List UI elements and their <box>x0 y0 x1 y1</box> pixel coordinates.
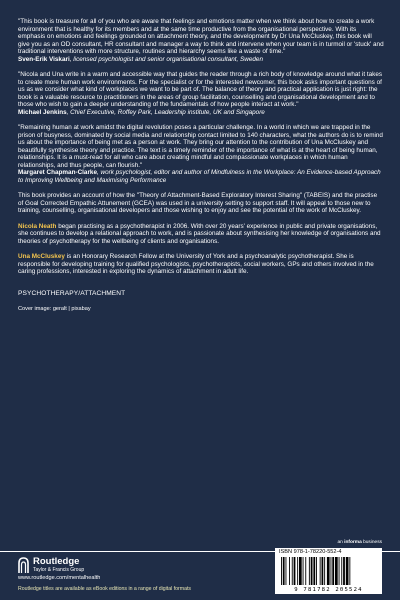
barcode-bar <box>320 557 321 585</box>
description-text: This book provides an account of how the "Theory of Attachment-Based Exploratory Interest Sharing" (TABEIS) and the practise of Goal Corrected Empathic Attunement (GCEA) was used in a university setting to support staff. It will appeal to those new to training, counselling, organisational developers and those wishing to enjoy and see the potential of the work of McCluskey. <box>18 192 378 214</box>
quote-role: , licensed psychologist and senior organisational consultant, Sweden <box>69 55 263 63</box>
cover-image-credit: Cover image: geralt | pixabay <box>18 306 91 312</box>
barcode-bar <box>316 557 317 585</box>
publisher-group: Taylor & Francis Group <box>33 567 85 573</box>
bio-paragraph <box>18 223 384 246</box>
barcode-bar <box>343 557 345 585</box>
quote-role: , work psychologist, editor and author of Mindfulness in the Workplace: An Evidence-based Approach to Improving Wellbeing and Maximising Performance <box>18 169 381 184</box>
publisher-url: www.routledge.com/mentalhealth <box>18 575 101 581</box>
quote-attribution <box>18 56 384 64</box>
barcode-bar <box>332 557 334 585</box>
quote-attribution <box>18 169 384 184</box>
barcode-bar <box>335 557 338 585</box>
publisher-logo <box>18 557 84 574</box>
quote-1 <box>18 18 384 63</box>
barcode-bar <box>297 557 298 585</box>
quote-2 <box>18 71 384 116</box>
barcode-bar <box>331 557 332 585</box>
quote-attribution <box>18 109 384 117</box>
barcode-bar <box>339 557 340 585</box>
informa-business-label: an informa business <box>337 540 382 545</box>
barcode <box>275 556 382 594</box>
barcode-bar <box>286 557 287 585</box>
quote-text: "This book is treasure for all of you who are aware that feelings and emotions matter when we think about how to create a work environment that is healthy for its members and at the same time productive from the organisational perspective. With its emphasis on emotions and feelings grounded on attachment theory, and the development by Dr Una McCluskey, this book will give you as an OD consultant, HR consultant and manager a way to think and intervene when your team is in turmoil or 'stuck' and traditional interventions with more structure, routines and hierarchy seems like a waste of time." <box>18 18 384 55</box>
quote-author: Sven-Erik Viskari <box>18 55 70 63</box>
ebook-note: Routledge titles are available as eBook editions in a range of digital formats <box>18 586 192 592</box>
barcode-bar <box>305 557 306 585</box>
barcode-bars-icon <box>279 557 378 585</box>
bio-text: is an Honorary Research Fellow at the University of York and a psychoanalytic psychotherapist. She is responsible for developing training for qualified psychologists, psychotherapists, social workers, GPs and others involved in the caring professions, interested in exploring the dynamics of attachment in adult life. <box>18 253 374 275</box>
barcode-bar <box>289 557 290 585</box>
quote-text: "Remaining human at work amidst the digital revolution poses a particular challenge. In a world in which we are trapped in the prison of busyness, dominated by social media and relationship contact limited to 140 characters, what the authors do is to remind us about the importance of being met as a person at work. They bring our attention to the contribution of Una McCluskey and beautifully synthesise theory and practice. The text is a timely reminder of the importance of what is at the heart of being human, relationships. It is a must-read for all who care about creating mindful and compassionate workplaces in which human relationships, and thus people, can flourish." <box>18 124 383 169</box>
barcode-bar <box>313 557 315 585</box>
barcode-bar <box>294 557 296 585</box>
barcode-bar <box>341 557 342 585</box>
quote-3 <box>18 124 384 184</box>
author-name: Una McCluskey <box>18 253 65 260</box>
publisher-text <box>33 557 84 573</box>
author-bio-1 <box>18 223 384 246</box>
isbn-label: ISBN 978-1-78220-552-4 <box>275 548 382 556</box>
barcode-bar <box>309 557 310 585</box>
bio-paragraph <box>18 253 384 276</box>
author-name: Nicola Neath <box>18 222 57 230</box>
barcode-bar <box>349 557 350 585</box>
quote-role: , Chief Executive, Roffey Park, Leadership institute, UK and Singapore <box>66 108 265 116</box>
author-bio-2 <box>18 253 384 276</box>
publisher-name: Routledge <box>33 556 80 567</box>
barcode-digits: 9 781782 205524 <box>294 587 363 593</box>
bio-text: began practising as a psychotherapist in 2006. With over 20 years' experience in public and private organisations, she continues to develop a relational approach to work, and is passionate about synthesising her knowledge of organisations and theories of psychotherapy for the wellbeing of clients and organisations. <box>18 222 381 245</box>
routledge-logo-icon <box>18 557 29 574</box>
barcode-bar <box>327 557 330 585</box>
quote-text: "Nicola and Una write in a warm and accessible way that guides the reader through a rich body of knowledge around what it takes to create more human work environments. For the specialist or for the interested newcomer, this book asks important questions of us as we consider what kind of workplaces we want to be part of. The balance of theory and practical application is just right: the book is a valuable resource to practitioners in the areas of group facilitation, counselling and organisational development and to those who wish to gain a deeper understanding of the fundamentals of how people interact at work." <box>18 71 383 108</box>
barcode-bar <box>303 557 304 585</box>
barcode-bar <box>292 557 293 585</box>
barcode-bar <box>346 557 349 585</box>
barcode-bar <box>299 557 302 585</box>
barcode-bar <box>283 557 285 585</box>
barcode-area <box>275 540 382 594</box>
subject-category: PSYCHOTHERAPY/ATTACHMENT <box>18 289 126 297</box>
barcode-bar <box>281 557 282 585</box>
quote-author: Michael Jenkins <box>18 108 67 116</box>
quote-author: Margaret Chapman-Clarke <box>18 169 97 176</box>
back-cover-text <box>18 18 384 314</box>
barcode-bar <box>322 557 324 585</box>
barcode-bar <box>324 557 325 585</box>
barcode-bar <box>311 557 313 585</box>
book-description <box>18 192 384 215</box>
